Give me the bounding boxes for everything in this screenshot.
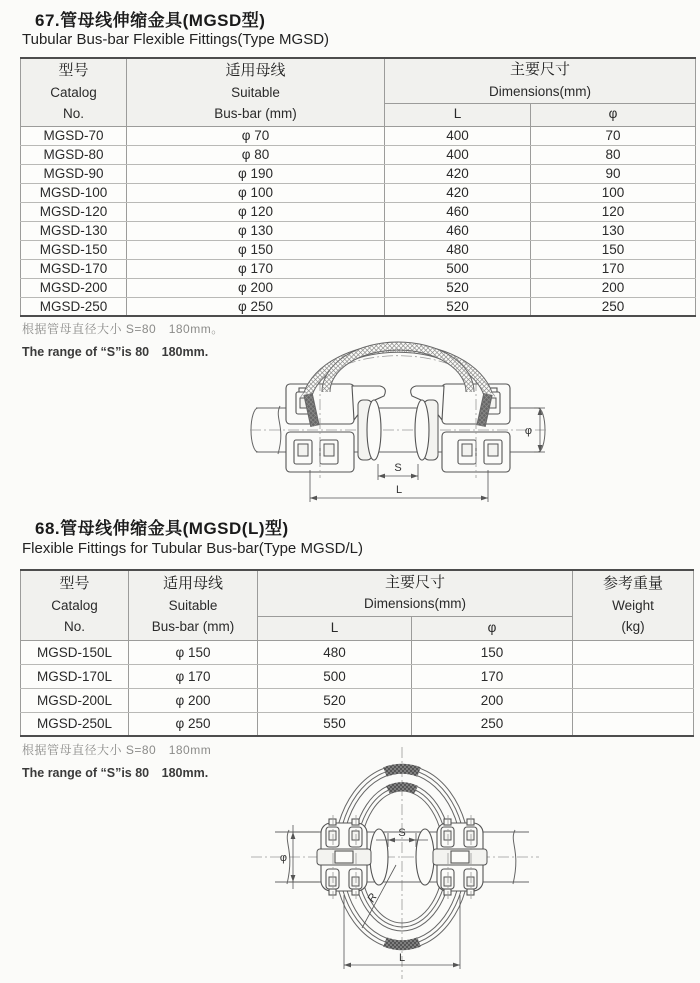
table-cell: 480 (258, 640, 412, 664)
table-cell: 170 (531, 259, 696, 278)
table-row (21, 126, 696, 145)
table-cell: MGSD-250L (21, 712, 129, 736)
range-note-68 (22, 741, 211, 781)
table-cell: 460 (385, 221, 531, 240)
col-header-busbar: 适用母线 Suitable Bus-bar (mm) (127, 58, 385, 126)
dimension-label-phi: φ (524, 425, 532, 437)
table-cell: MGSD-90 (21, 164, 127, 183)
table-cell: MGSD-200L (21, 688, 129, 712)
table-cell: 420 (385, 164, 531, 183)
table-row (21, 278, 696, 297)
table-cell: 70 (531, 126, 696, 145)
section-68-subtitle: Flexible Fittings for Tubular Bus-bar(Type MGSD/L) (22, 540, 363, 557)
table-cell: MGSD-250 (21, 297, 127, 316)
col-header-L: L (258, 616, 412, 640)
table-cell: 150 (412, 640, 573, 664)
table-body (21, 640, 694, 736)
col-header-L: L (385, 103, 531, 126)
table-cell: φ 120 (127, 202, 385, 221)
table-row (21, 297, 696, 316)
dimension-label-s: S (394, 462, 402, 474)
table-row (21, 688, 694, 712)
table-cell: MGSD-70 (21, 126, 127, 145)
range-note-cn: 根据管母直径大小 S=80 180mm。 (22, 322, 224, 336)
section-67-title: 67.管母线伸缩金具(MGSD型) (35, 11, 266, 30)
range-note-67 (22, 320, 224, 360)
table-cell: 520 (385, 297, 531, 316)
table-cell: 120 (531, 202, 696, 221)
table-cell: 520 (258, 688, 412, 712)
table-row (21, 221, 696, 240)
table-cell: 150 (531, 240, 696, 259)
table-row (21, 240, 696, 259)
table-cell: φ 250 (127, 297, 385, 316)
table-cell: φ 170 (127, 259, 385, 278)
table-cell (573, 688, 694, 712)
mgsd-l-spec-table (20, 569, 694, 737)
table-cell: 200 (531, 278, 696, 297)
section-67-subtitle: Tubular Bus-bar Flexible Fittings(Type MGSD) (22, 31, 330, 48)
dimension-label-phi: φ (279, 852, 287, 864)
table-cell: 460 (385, 202, 531, 221)
table-cell: 500 (385, 259, 531, 278)
table-cell (573, 640, 694, 664)
table-cell: 170 (412, 664, 573, 688)
table-cell (573, 664, 694, 688)
col-header-dimensions: 主要尺寸 Dimensions(mm) (385, 58, 696, 103)
table-cell: φ 200 (129, 688, 258, 712)
left-clamp (317, 815, 388, 899)
right-clamp (416, 815, 487, 899)
table-cell: 520 (385, 278, 531, 297)
col-header-busbar: 适用母线 Suitable Bus-bar (mm) (129, 570, 258, 640)
table-cell (573, 712, 694, 736)
table-cell: φ 190 (127, 164, 385, 183)
table-row (21, 145, 696, 164)
table-cell: MGSD-150 (21, 240, 127, 259)
col-header-weight: 参考重量 Weight (kg) (573, 570, 694, 640)
table-cell: MGSD-120 (21, 202, 127, 221)
col-header-phi: φ (412, 616, 573, 640)
table-cell: 400 (385, 145, 531, 164)
table-cell: 400 (385, 126, 531, 145)
table-cell: 550 (258, 712, 412, 736)
col-header-phi: φ (531, 103, 696, 126)
range-note-en: The range of “S”is 80 180mm. (22, 345, 209, 359)
table-row (21, 164, 696, 183)
section-68-title: 68.管母线伸缩金具(MGSD(L)型) (35, 519, 289, 538)
mgsd-technical-drawing (248, 330, 548, 510)
mgsd-spec-table (20, 57, 696, 317)
table-row (21, 183, 696, 202)
table-cell: 90 (531, 164, 696, 183)
table-cell: φ 170 (129, 664, 258, 688)
table-header (21, 570, 694, 640)
table-cell: φ 200 (127, 278, 385, 297)
table-cell: 500 (258, 664, 412, 688)
dimension-label-s: S (398, 827, 406, 839)
table-cell: 250 (531, 297, 696, 316)
table-cell: 80 (531, 145, 696, 164)
table-cell: 130 (531, 221, 696, 240)
table-cell: φ 150 (129, 640, 258, 664)
dimension-label-l: L (395, 484, 403, 496)
table-cell: 250 (412, 712, 573, 736)
table-cell: 480 (385, 240, 531, 259)
table-cell: 200 (412, 688, 573, 712)
range-note-en: The range of “S”is 80 180mm. (22, 766, 209, 780)
table-row (21, 712, 694, 736)
dimension-label-l: L (398, 952, 406, 964)
col-header-model: 型号 Catalog No. (21, 570, 129, 640)
table-cell: φ 70 (127, 126, 385, 145)
col-header-dimensions: 主要尺寸 Dimensions(mm) (258, 570, 573, 616)
table-row (21, 259, 696, 278)
dimension-label-r: R (365, 891, 380, 905)
table-cell: MGSD-150L (21, 640, 129, 664)
table-cell: MGSD-80 (21, 145, 127, 164)
range-note-cn: 根据管母直径大小 S=80 180mm (22, 743, 212, 757)
table-cell: MGSD-200 (21, 278, 127, 297)
dimension-l (310, 470, 488, 502)
table-cell: 100 (531, 183, 696, 202)
table-row (21, 202, 696, 221)
table-cell: MGSD-130 (21, 221, 127, 240)
table-cell: 420 (385, 183, 531, 202)
col-header-model: 型号 Catalog No. (21, 58, 127, 126)
table-row (21, 664, 694, 688)
table-row (21, 640, 694, 664)
table-cell: φ 80 (127, 145, 385, 164)
table-cell: MGSD-170 (21, 259, 127, 278)
table-cell: φ 150 (127, 240, 385, 259)
mgsd-l-technical-drawing (245, 745, 545, 981)
table-cell: φ 250 (129, 712, 258, 736)
table-cell: φ 130 (127, 221, 385, 240)
table-header (21, 58, 696, 126)
dimension-s (378, 462, 418, 480)
table-cell: φ 100 (127, 183, 385, 202)
table-cell: MGSD-170L (21, 664, 129, 688)
table-cell: MGSD-100 (21, 183, 127, 202)
table-body (21, 126, 696, 316)
